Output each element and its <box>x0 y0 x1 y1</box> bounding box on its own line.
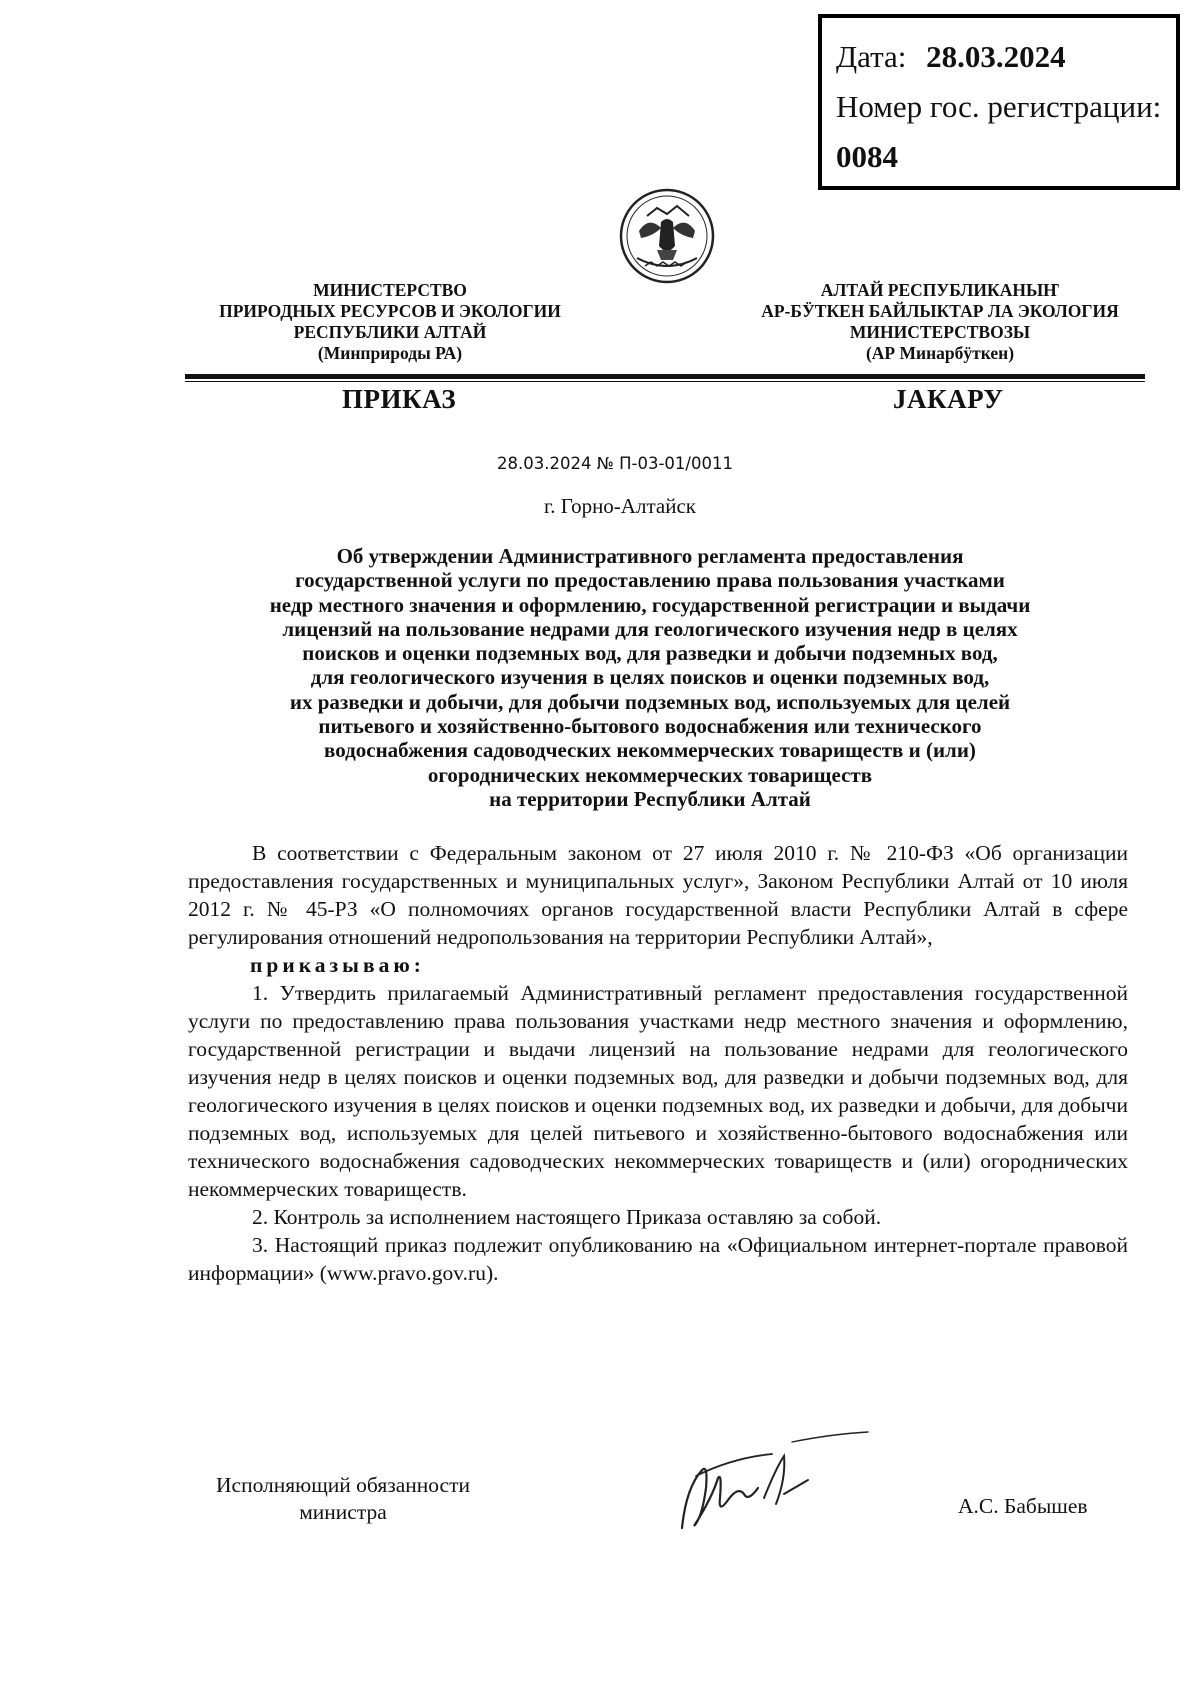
order-title <box>180 544 1120 811</box>
ministry-name-russian <box>200 280 580 364</box>
order-city: г. Горно-Алтайск <box>544 494 696 518</box>
signatory-position-line-2: министра <box>299 1500 387 1524</box>
order-body <box>188 839 1128 1287</box>
order-number: 28.03.2024 № П-03-01/0011 <box>497 454 733 473</box>
header-divider-thin <box>185 381 1145 382</box>
title-line: государственной услуги по предоставлению права пользования участками <box>295 568 1005 593</box>
title-line: водоснабжения садоводческих некоммерческих товариществ и (или) <box>324 738 976 763</box>
title-line: питьевого и хозяйственно-бытового водоснабжения или технического <box>318 714 982 739</box>
signatory-position <box>188 1472 498 1526</box>
order-heading-altai: JАКАРУ <box>893 384 1004 414</box>
title-line: Об утверждении Административного регламента предоставления <box>336 544 964 568</box>
order-item-2: 2. Контроль за исполнением настоящего Приказа оставляю за собой. <box>252 1205 882 1229</box>
ministry-alt-line-1: АЛТАЙ РЕСПУБЛИКАНЫҤ <box>820 280 1060 300</box>
title-line: на территории Республики Алтай <box>489 786 811 811</box>
title-line: поисков и оценки подземных вод, для разведки и добычи подземных вод, <box>302 641 998 666</box>
order-item-3: 3. Настоящий приказ подлежит опубликованию на «Официальном интернет-портале правовой информации» (www.pravo.gov.ru). <box>188 1233 1128 1285</box>
order-item-1: 1. Утвердить прилагаемый Административный регламент предоставления государственной услуги по предоставлению права пользования участками недр местного значения и оформлению, государственной регистрации и выдачи лицензий на пользование недрами для геологического изучения недр в целях поисков и оценки подземных вод, для разведки и добычи подземных вод, для геологического изучения в целях поисков и оценки подземных вод, их разведки и добычи, для добычи подземных вод, используемых для целей питьевого и хозяйственно-бытового водоснабжения или технического водоснабжения садоводческих некоммерческих товариществ и (или) огороднических некоммерческих товариществ. <box>188 981 1128 1201</box>
registration-number-label: Номер гос. регистрации: <box>836 89 1162 124</box>
registration-date-value: 28.03.2024 <box>926 39 1066 74</box>
ministry-ru-line-2: ПРИРОДНЫХ РЕСУРСОВ И ЭКОЛОГИИ <box>219 301 561 321</box>
title-line: огороднических некоммерческих товариществ <box>427 762 873 787</box>
ministry-alt-line-3: МИНИСТЕРСТВОЗЫ <box>849 322 1031 342</box>
registration-date-label: Дата: <box>836 39 907 74</box>
ministry-alt-line-2: АР-БӰТКЕН БАЙЛЫКТАР ЛА ЭКОЛОГИЯ <box>761 301 1119 321</box>
ministry-name-altai <box>740 280 1140 364</box>
order-directive-word: приказываю: <box>250 953 425 977</box>
title-line: для геологического изучения в целях поисков и оценки подземных вод, <box>310 665 990 690</box>
ministry-ru-abbreviation: (Минприроды РА) <box>317 343 463 363</box>
handwritten-signature-icon <box>672 1428 872 1538</box>
coat-of-arms-icon <box>617 186 717 286</box>
title-line: их разведки и добычи, для добычи подземных вод, используемых для целей <box>289 689 1011 714</box>
ministry-ru-line-1: МИНИСТЕРСТВО <box>313 280 467 300</box>
registration-stamp <box>818 14 1180 190</box>
ministry-alt-abbreviation: (АР Минарбӱткен) <box>865 343 1015 363</box>
signatory-name: А.С. Бабышев <box>958 1494 1088 1518</box>
registration-number-value: 0084 <box>836 139 898 174</box>
order-heading-russian: ПРИКАЗ <box>342 384 457 414</box>
registration-date-row <box>836 32 1176 82</box>
signatory-position-line-1: Исполняющий обязанности <box>216 1473 470 1497</box>
header-divider-thick <box>185 374 1145 379</box>
ministry-ru-line-3: РЕСПУБЛИКИ АЛТАЙ <box>293 322 487 342</box>
title-line: недр местного значения и оформлению, государственной регистрации и выдачи <box>269 592 1031 617</box>
title-line: лицензий на пользование недрами для геологического изучения недр в целях <box>282 616 1018 641</box>
preamble-paragraph: В соответствии с Федеральным законом от 27 июля 2010 г. № 210-ФЗ «Об организации предоставления государственных и муниципальных услуг», Законом Республики Алтай от 10 июля 2012 г. № 45-РЗ «О полномочиях органов государственной власти Республики Алтай в сфере регулирования отношений недропользования на территории Республики Алтай», <box>188 841 1128 949</box>
